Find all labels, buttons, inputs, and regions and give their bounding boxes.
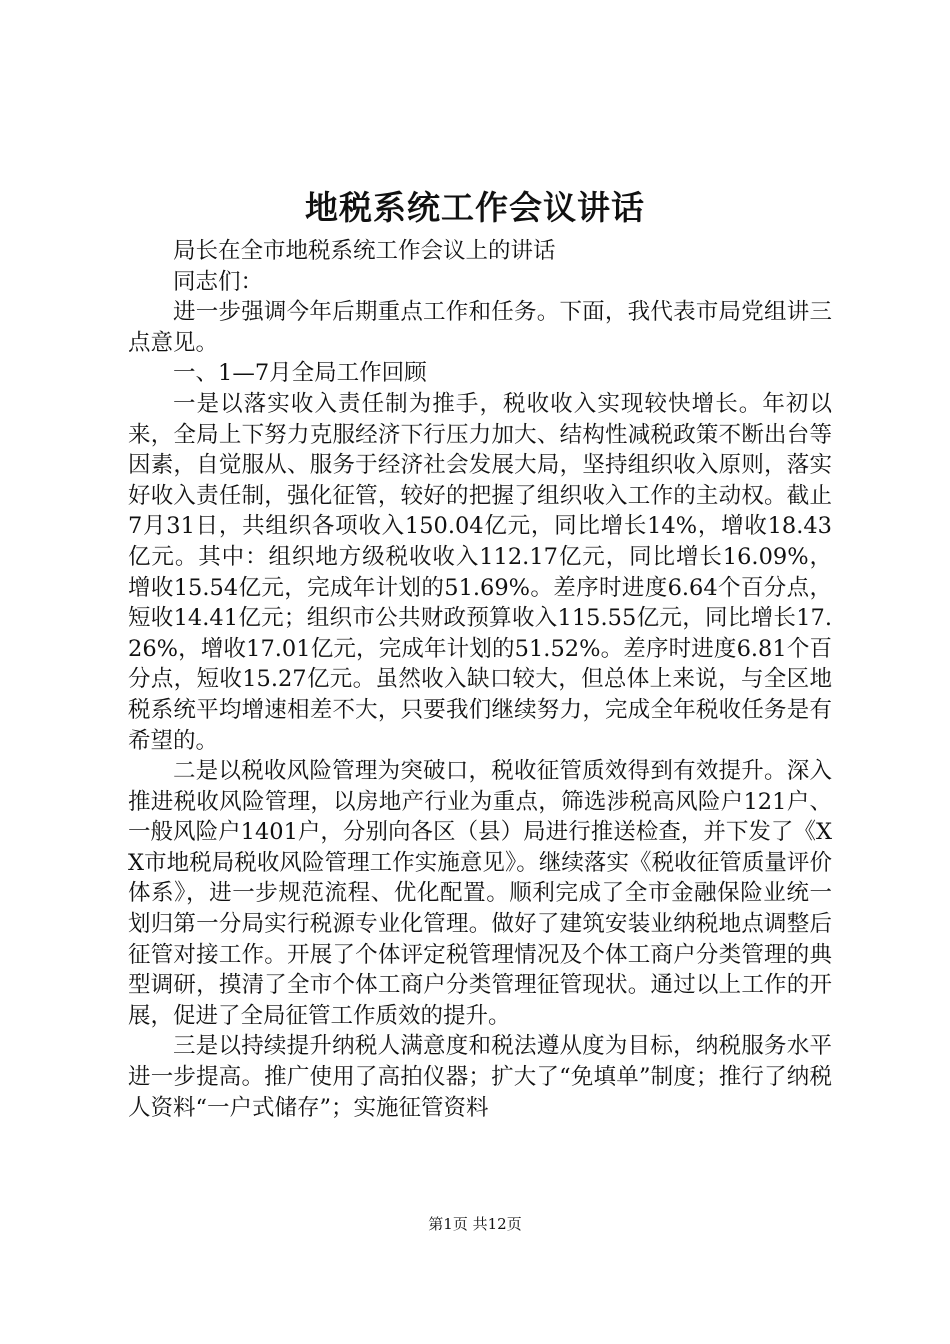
section-heading: 一、1—7月全局工作回顾 (173, 360, 427, 387)
body-paragraph: 三是以持续提升纳税人满意度和税法遵从度为目标，纳税服务水平进一步提高。推广使用了高拍仪器；扩大了“免填单”制度；推行了纳税人资料“一户式储存”；实施征管资料 (128, 1033, 832, 1121)
body-paragraph: 一是以落实收入责任制为推手，税收收入实现较快增长。年初以来，全局上下努力克服经济下行压力加大、结构性减税政策不断出台等因素，自觉服从、服务于经济社会发展大局，坚持组织收入原则，落实好收入责任制，强化征管，较好的把握了组织收入工作的主动权。截止7月31日，共组织各项收入150.04亿元，同比增长14%，增收18.43亿元。其中：组织地方级税收收入112.17亿元，同比增长16.09%，增收15.54亿元，完成年计划的51.69%。差序时进度6.64个百分点，短收14.41亿元；组织市公共财政预算收入115.55亿元，同比增长17.26%，增收17.01亿元，完成年计划的51.52%。差序时进度6.81个百分点，短收15.27亿元。虽然收入缺口较大，但总体上来说，与全区地税系统平均增速相差不大，只要我们继续努力，完成全年税收任务是有希望的。 (128, 390, 832, 754)
body-paragraph: 二是以税收风险管理为突破口，税收征管质效得到有效提升。深入推进税收风险管理，以房地产行业为重点，筛选涉税高风险户121户、一般风险户1401户，分别向各区（县）局进行推送检查，并下发了《XX市地税局税收风险管理工作实施意见》。继续落实《税收征管质量评价体系》，进一步规范流程、优化配置。顺利完成了全市金融保险业统一划归第一分局实行税源专业化管理。做好了建筑安装业纳税地点调整后征管对接工作。开展了个体评定税管理情况及个体工商户分类管理的典型调研，摸清了全市个体工商户分类管理征管现状。通过以上工作的开展，促进了全局征管工作质效的提升。 (128, 758, 832, 1029)
salutation: 同志们： (173, 268, 264, 295)
speech-heading: 局长在全市地税系统工作会议上的讲话 (173, 238, 556, 264)
document-body (128, 236, 832, 1123)
intro-paragraph: 进一步强调今年后期重点工作和任务。下面，我代表市局党组讲三点意见。 (128, 299, 832, 356)
page-number-footer: 第1页 共12页 (428, 1215, 522, 1233)
document-title: 地税系统工作会议讲话 (305, 188, 645, 227)
